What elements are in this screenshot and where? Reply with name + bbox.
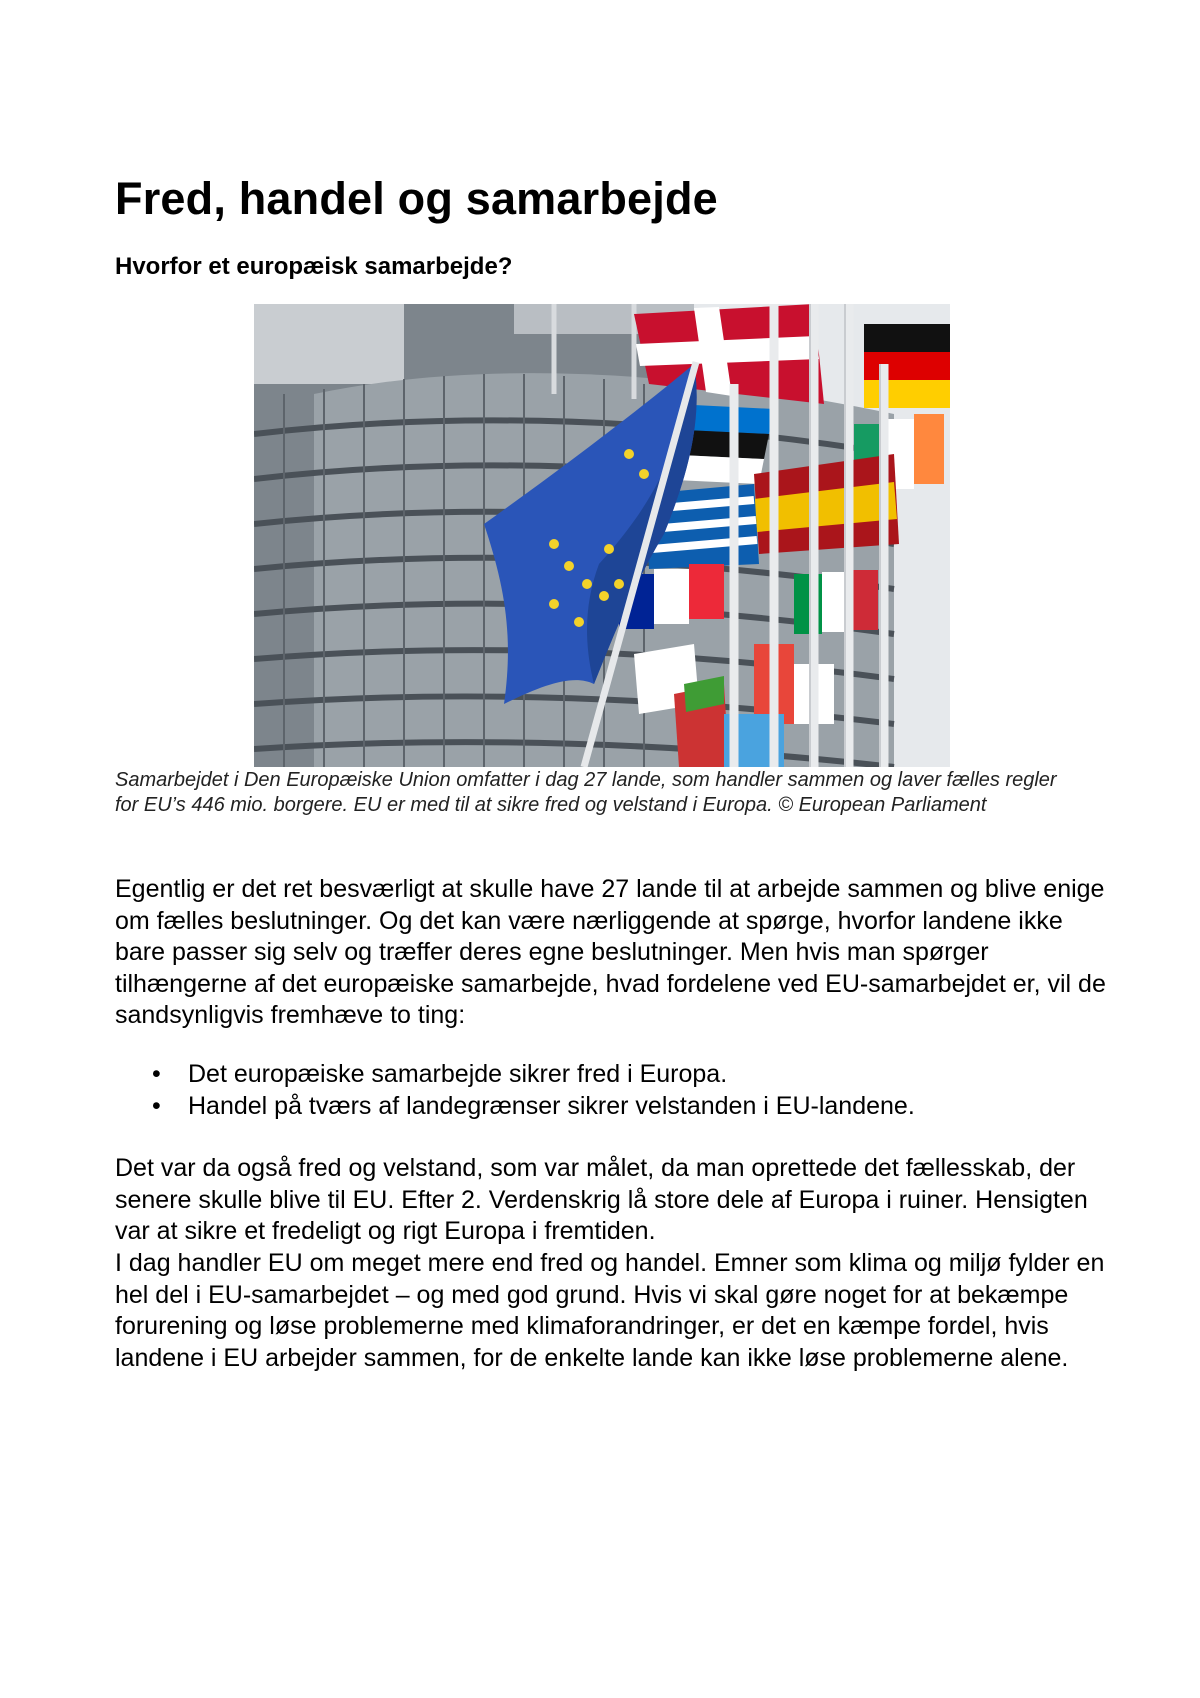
list-item-text: Handel på tværs af landegrænser sikrer velstanden i EU-landene. [188, 1092, 915, 1120]
list-item-text: Det europæiske samarbejde sikrer fred i Europa. [188, 1060, 728, 1088]
eu-flags-photo [254, 304, 950, 767]
bullet-icon: • [152, 1092, 161, 1120]
list-item [115, 1090, 1115, 1122]
page-title: Fred, handel og samarbejde [115, 173, 718, 224]
list-item [115, 1058, 1115, 1090]
page-subtitle: Hvorfor et europæisk samarbejde? [115, 253, 513, 280]
paragraph-intro: Egentlig er det ret besværligt at skulle have 27 lande til at arbejde sammen og blive enige om fælles beslutninger. Og det kan være nærliggende at spørge, hvorfor landene ikke bare passer sig selv og træffer deres egne beslutninger. Men hvis man spørger tilhængerne af det europæiske samarbejde, hvad fordelene ved EU-samarbejdet er, vil de sandsynligvis fremhæve to ting: [115, 875, 1106, 1029]
photo-caption: Samarbejdet i Den Europæiske Union omfatter i dag 27 lande, som handler sammen og laver fælles regler for EU’s 446 mio. borgere. EU er med til at sikre fred og velstand i Europa. © European Parliament [115, 769, 1057, 816]
paragraph-today: I dag handler EU om meget mere end fred og handel. Emner som klima og miljø fylder en hel del i EU-samarbejdet – og med god grund. Hvis vi skal gøre noget for at bekæmpe forurening og løse problemerne med klimaforandringer, er det en kæmpe fordel, hvis landene i EU arbejder sammen, for de enkelte lande kan ikke løse problemerne alene. [115, 1249, 1105, 1372]
bullet-icon: • [152, 1060, 161, 1088]
paragraph-history: Det var da også fred og velstand, som var målet, da man oprettede det fællesskab, der senere skulle blive til EU. Efter 2. Verdenskrig lå store dele af Europa i ruiner. Hensigten var at sikre et fredeligt og rigt Europa i fremtiden. [115, 1154, 1088, 1245]
bullet-list [115, 1058, 1115, 1122]
photo-illustration [254, 304, 950, 767]
